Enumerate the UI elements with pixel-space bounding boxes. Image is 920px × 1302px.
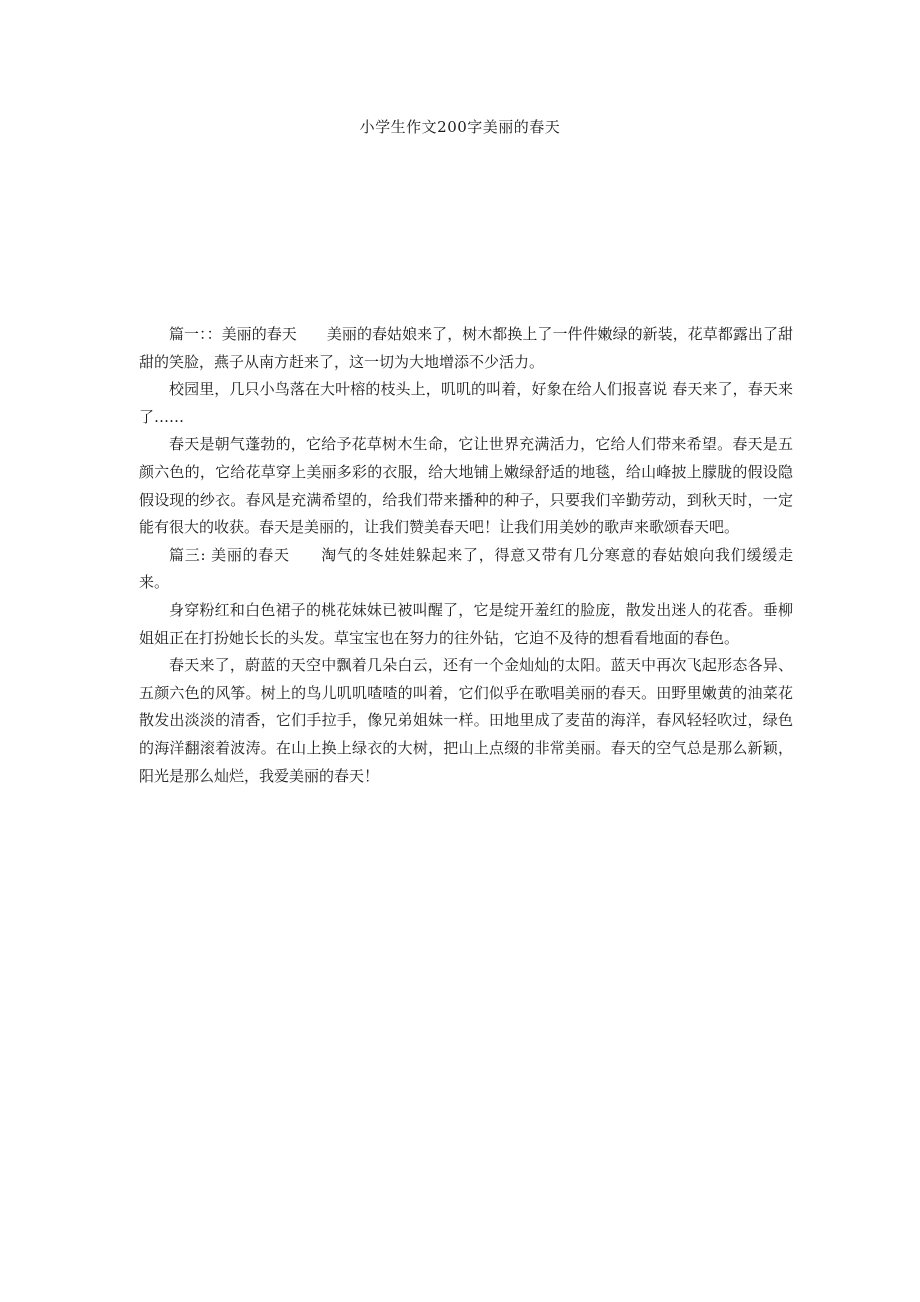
- paragraph-6: 春天来了，蔚蓝的天空中飘着几朵白云，还有一个金灿灿的太阳。蓝天中再次飞起形态各异、五颜六色的风筝。树上的鸟儿叽叽喳喳的叫着，它们似乎在歌唱美丽的春天。田野里嫩黄的油菜花散发出淡淡的清香，它们手拉手，像兄弟姐妹一样。田地里成了麦苗的海洋，春风轻轻吹过，绿色的海洋翻滚着波涛。在山上换上绿衣的大树，把山上点缀的非常美丽。春天的空气总是那么新颖，阳光是那么灿烂，我爱美丽的春天！: [139, 656, 793, 785]
- document-body: [139, 321, 793, 790]
- paragraph-2: 校园里，几只小鸟落在大叶榕的枝头上，叽叽的叫着，好象在给人们报喜说 春天来了，春天来了……: [139, 380, 793, 426]
- paragraph-4: 篇三: 美丽的春天 淘气的冬娃娃躲起来了，得意又带有几分寒意的春姑娘向我们缓缓走来。: [139, 545, 793, 592]
- paragraph-5: 身穿粉红和白色裙子的桃花妹妹已被叫醒了，它是绽开羞红的脸庞，散发出迷人的花香。垂柳姐姐正在打扮她长长的头发。草宝宝也在努力的往外钻，它迫不及待的想看看地面的春色。: [139, 600, 793, 647]
- document-title: 小学生作文200字美丽的春天: [359, 118, 561, 136]
- paragraph-3: 春天是朝气蓬勃的，它给予花草树木生命，它让世界充满活力，它给人们带来希望。春天是五颜六色的，它给花草穿上美丽多彩的衣服，给大地铺上嫩绿舒适的地毯，给山峰披上朦胧的假设隐假设现的纱衣。春风是充满希望的，给我们带来播种的种子，只要我们辛勤劳动，到秋天时，一定能有很大的收获。春天是美丽的，让我们赞美春天吧！让我们用美妙的歌声来歌颂春天吧。: [139, 435, 793, 537]
- paragraph-1: 篇一：：美丽的春天 美丽的春姑娘来了，树木都换上了一件件嫩绿的新装，花草都露出了甜甜的笑脸，燕子从南方赶来了，这一切为大地增添不少活力。: [139, 325, 793, 371]
